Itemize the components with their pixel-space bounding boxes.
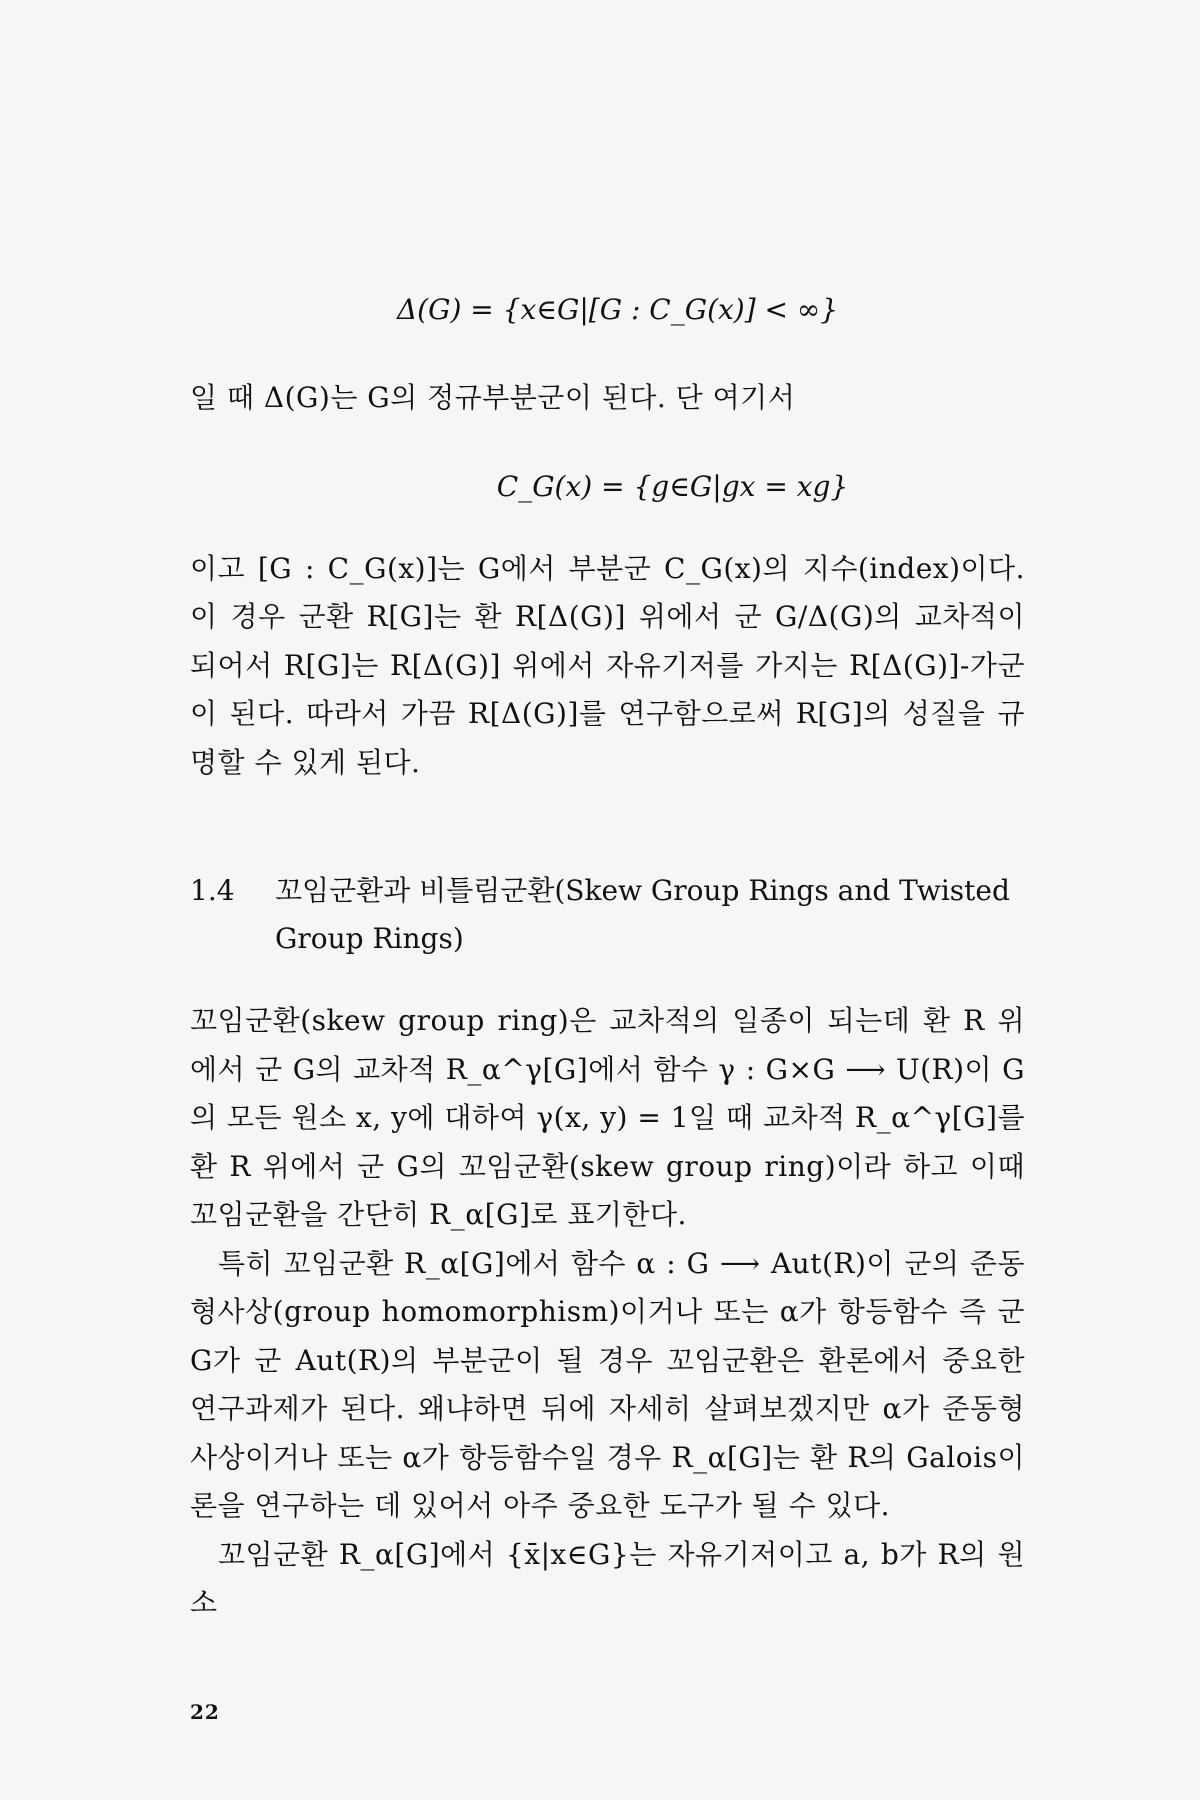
section-heading xyxy=(190,867,1025,963)
equation-delta: Δ(G) = {x∈G|[G : C_G(x)] < ∞} xyxy=(396,293,839,326)
section-title: 꼬임군환과 비틀림군환(Skew Group Rings and Twisted Group Rings) xyxy=(275,874,1010,955)
paragraph-2: 이고 [G : C_G(x)]는 G에서 부분군 C_G(x)의 지수(index)이다. 이 경우 군환 R[G]는 환 R[Δ(G)] 위에서 군 G/Δ(G)의 교차적이 되어서 R[G]는 R[Δ(G)] 위에서 자유기저를 가지는 R[Δ(G)]-가군이 된다. 따라서 가끔 R[Δ(G)]를 연구함으로써 R[G]의 성질을 규명할 수 있게 된다. xyxy=(190,551,1025,779)
equation-centralizer: C_G(x) = {g∈G|gx = xg} xyxy=(496,469,849,503)
paragraph-1: 일 때 Δ(G)는 G의 정규부분군이 된다. 단 여기서 xyxy=(190,381,796,414)
page-body xyxy=(190,290,1025,1730)
paragraph-3: 꼬임군환(skew group ring)은 교차적의 일종이 되는데 환 R 위에서 군 G의 교차적 R_α^γ[G]에서 함수 γ : G×G ⟶ U(R)이 G의 모든 원소 x, y에 대하여 γ(x, y) = 1일 때 교차적 R_α^γ[G]를 환 R 위에서 군 G의 꼬임군환(skew group ring)이라 하고 이때 꼬임군환을 간단히 R_α[G]로 표기한다. xyxy=(190,1004,1025,1231)
paragraph-4: 특히 꼬임군환 R_α[G]에서 함수 α : G ⟶ Aut(R)이 군의 준동형사상(group homomorphism)이거나 또는 α가 항등함수 즉 군 G가 군 Aut(R)의 부분군이 될 경우 꼬임군환은 환론에서 중요한 연구과제가 된다. 왜냐하면 뒤에 자세히 살펴보겠지만 α가 준동형사상이거나 또는 α가 항등함수일 경우 R_α[G]는 환 R의 Galois이론을 연구하는 데 있어서 아주 중요한 도구가 될 수 있다. xyxy=(190,1246,1025,1522)
paragraph-5: 꼬임군환 R_α[G]에서 {x̄|x∈G}는 자유기저이고 a, b가 R의 원소 xyxy=(190,1537,1025,1619)
section-number: 1.4 xyxy=(190,874,235,907)
page-number: 22 xyxy=(190,1700,220,1724)
